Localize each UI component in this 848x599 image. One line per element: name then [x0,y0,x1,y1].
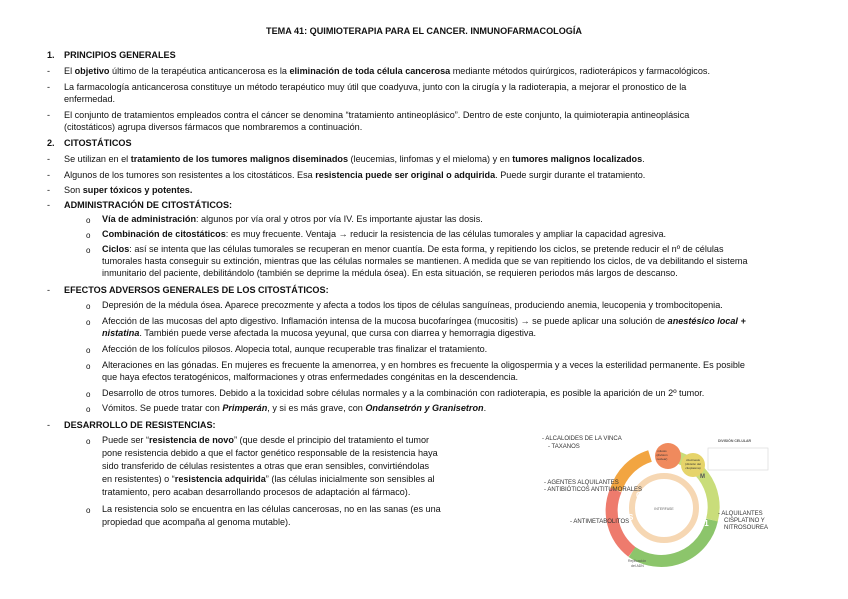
bullet-marker: o [86,405,91,414]
label-nuclear: nuclear) [656,457,668,461]
section-1-number: 1. [47,50,55,60]
label-adn: del ADN [631,564,644,568]
phase-m-label: M [700,474,705,480]
dash-marker: - [47,420,51,430]
bullet-marker: o [86,506,91,515]
phase-g2-label: G2 [636,491,647,500]
adverse-item-3: Afección de los folículos pilosos. Alopecia total, aunque recuperable tras finalizar el tratamiento. [102,344,488,354]
document-title: TEMA 41: QUIMIOTERAPIA PARA EL CANCER. INMUNOFARMACOLOGÍA [266,26,582,36]
label-replicacion: Replicación [628,559,647,563]
admin-item-3: Ciclos: así se intenta que las células tumorales se recuperan en menor cuantía. De esta forma, y repitiendo los ciclos, se pretende reducir el nº de células [102,244,724,254]
resistance-item-1-cont3: en resistentes) o “resistencia adquirida” (las células inicialmente son sensibles al [102,474,435,484]
phase-s-label: S [628,513,634,522]
section-2-number: 2. [47,138,55,148]
bullet-marker: o [86,246,91,255]
adverse-item-1: Depresión de la médula ósea. Aparece precozmente y afecta a todos los tipos de células sanguíneas, produciendo anemia, leucopenia y trombocitopenia. [102,300,723,310]
bullet-marker: o [86,302,91,311]
phase-g1-label: G1 [698,519,709,528]
resistance-item-2: La resistencia solo se encuentra en las células cancerosas, no en las sanas (es una [102,504,441,514]
section-2-heading: CITOSTÁTICOS [64,138,132,148]
section-1-heading: PRINCIPIOS GENERALES [64,50,176,60]
resistance-item-2-cont: propiedad que acompaña al genoma mutable). [102,517,291,527]
adverse-item-4-cont: que haya efectos teratogénicos, malformaciones y otras enfermedades congénitas en la descendencia. [102,372,519,382]
s1-paragraph-3: El conjunto de tratamientos empleados contra el cáncer se denomina “tratamiento antineoplásico”. Dentro de este conjunto, la quimioterapia antineoplásica [64,110,690,120]
dash-marker: - [47,285,51,295]
admin-heading: ADMINISTRACIÓN DE CITOSTÁTICOS: [64,200,233,210]
adverse-item-6: Vómitos. Se puede tratar con Primperán, y si es más grave, con Ondansetrón y Granisetron. [102,403,487,413]
adverse-item-2: Afección de las mucosas del apto digestivo. Inflamación intensa de la mucosa bucofaríngea (mucositis) → se puede aplicar una solución de anestésico local + [102,316,746,326]
bullet-marker: o [86,216,91,225]
dash-marker: - [47,66,51,76]
s2-paragraph-3: Son super tóxicos y potentes. [64,185,193,195]
bullet-marker: o [86,318,91,327]
resistance-item-1-cont2: sido transferido de células resistentes a otras que eran sensibles, convirtiéndolas [102,461,430,471]
s1-paragraph-2-cont: enfermedad. [64,94,116,104]
bullet-marker: o [86,437,91,446]
resistance-item-1-cont: pone resistencia debido a que el factor genético responsable de la resistencia haya [102,448,438,458]
label-antibioticos: - ANTIBIÓTICOS ANTITUMORALES [544,487,643,493]
label-interfase: INTERFASE [654,507,674,511]
dash-marker: - [47,185,51,195]
dash-marker: - [47,200,51,210]
label-nitrosourea: NITROSOUREA [724,525,769,531]
bullet-marker: o [86,346,91,355]
s1-paragraph-3-cont: (citostáticos) agrupa diversos fármacos que nombraremos a continuación. [64,122,363,132]
bullet-marker: o [86,231,91,240]
label-antimetabolitos: - ANTIMETABOLITOS [570,519,630,525]
s1-paragraph-2: La farmacología anticancerosa constituye un método terapéutico muy útil que coadyuva, junto con la cirugía y la radioterapia, a mejorar el pronostico de la [64,82,687,92]
label-cisplatino: CISPLATINO Y [724,518,765,524]
label-division-celular: DIVISIÓN CELULAR [718,439,752,443]
adverse-item-4: Alteraciones en las gónadas. En mujeres es frecuente la amenorrea, y en hombres es frecuente la oligospermia y a veces la esterilidad permanente. Es posible [102,360,745,370]
cell-cycle-diagram [540,428,790,578]
label-citoplasma2: citoplasma) [685,466,701,470]
admin-item-1: Vía de administración: algunos por vía oral y otros por vía IV. Es importante ajustar las dosis. [102,214,483,224]
adverse-effects-heading: EFECTOS ADVERSOS GENERALES DE LOS CITOSTÁTICOS: [64,285,329,295]
bullet-marker: o [86,362,91,371]
dash-marker: - [47,154,51,164]
label-vinca: - ALCALOIDES DE LA VINCA [542,436,622,442]
dash-marker: - [47,110,51,120]
adverse-item-2-cont: nistatina. También puede verse afectada la mucosa yeyunal, que cursa con diarrea y hemorragia digestiva. [102,328,537,338]
s2-paragraph-2: Algunos de los tumores son resistentes a los citostáticos. Esa resistencia puede ser original o adquirida. Puede surgir durante el tratamiento. [64,170,646,180]
dash-marker: - [47,170,51,180]
resistance-item-1: Puede ser “resistencia de novo” (que desde el principio del tratamiento el tumor [102,435,430,445]
admin-item-2: Combinación de citostáticos: es muy frecuente. Ventaja → reducir la resistencia de las células tumorales y ampliar la capacidad agresiva. [102,229,667,239]
label-taxanos: - TAXANOS [548,444,580,450]
s1-paragraph-1: El objetivo último de la terapéutica anticancerosa es la eliminación de toda célula cancerosa mediante métodos quirúrgicos, radioterápicos y farmacológicos. [64,66,710,76]
label-division-nuclear: (división [656,453,668,457]
label-agentes-alquilantes: - AGENTES ALQUILANTES [544,480,619,486]
label-citoplasma: (división del [685,462,701,466]
division-box [708,448,768,470]
label-citocinesis: citocinesis [686,458,700,462]
admin-item-3-cont: tumorales hasta conseguir su extinción, mientras que las células normales se mantienen. A medida que se van repitiendo los ciclos, de va debilitando el sistema [102,256,748,266]
label-alquilantes: - ALQUILANTES [718,511,763,517]
s2-paragraph-1: Se utilizan en el tratamiento de los tumores malignos diseminados (leucemias, linfomas y el mieloma) y en tumores malignos localizados. [64,154,645,164]
label-mitosis: mitosis [657,449,667,453]
dash-marker: - [47,82,51,92]
admin-item-3-cont2: inmunitario del paciente, debilitándolo (también se deprime la médula ósea). En esta situación, se requieren periodos más largos de descanso. [102,268,678,278]
bullet-marker: o [86,390,91,399]
adverse-item-5: Desarrollo de otros tumores. Debido a la toxicidad sobre células normales y a la combinación con radioterapia, es posible la aparición de un 2º tumor. [102,388,705,398]
resistance-heading: DESARROLLO DE RESISTENCIAS: [64,420,216,430]
resistance-item-1-cont4: tratamiento, pero acaban desarrollando procesos de adaptación al fármaco). [102,487,411,497]
